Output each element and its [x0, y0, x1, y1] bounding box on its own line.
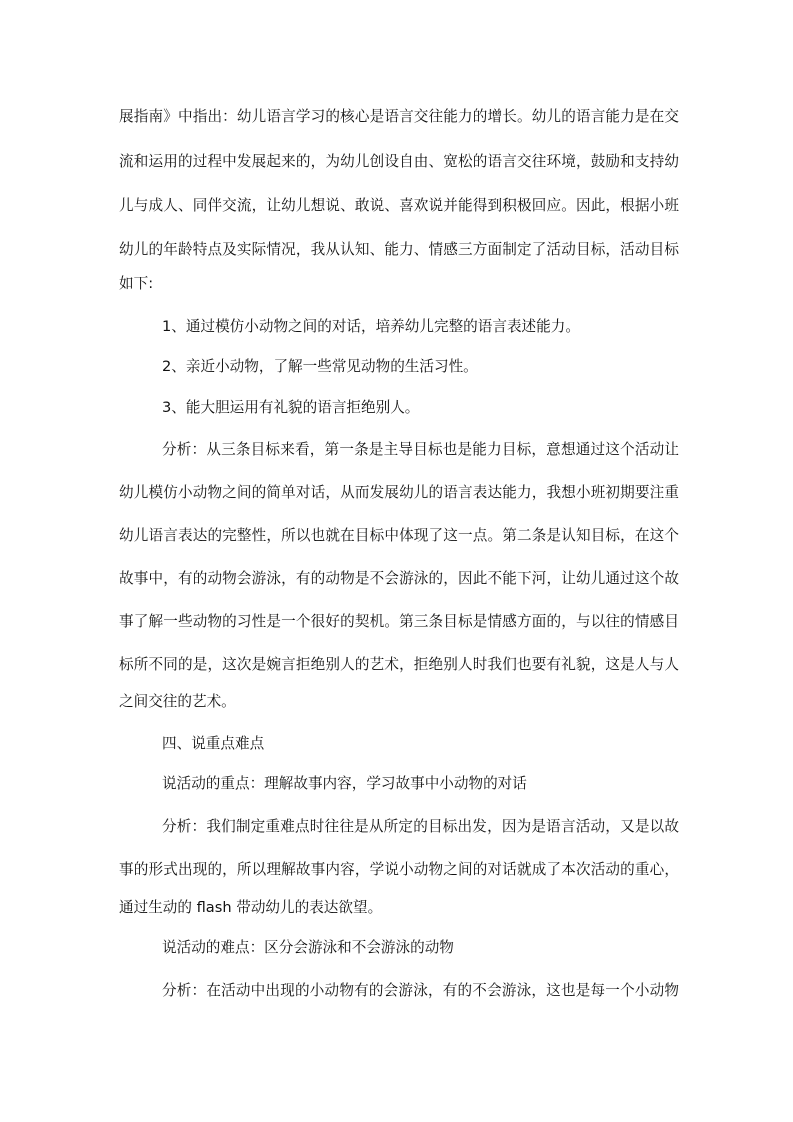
section-heading: 四、说重点难点 [162, 735, 265, 752]
analysis-paragraph-line: 分析：从三条目标来看，第一条是主导目标也是能力目标，意想通过这个活动让 [162, 441, 679, 458]
text-line: 幼儿语言表达的完整性，所以也就在目标中体现了这一点。第二条是认知目标，在这个 [119, 527, 679, 544]
text-line: 之间交往的艺术。 [119, 693, 236, 710]
difficulty-heading: 说活动的难点：区分会游泳和不会游泳的动物 [162, 939, 454, 956]
text-line: 流和运用的过程中发展起来的，为幼儿创设自由、宽松的语言交往环境，鼓励和支持幼 [119, 153, 679, 170]
key-point-heading: 说活动的重点：理解故事内容，学习故事中小动物的对话 [162, 775, 527, 792]
analysis-paragraph-line: 分析：我们制定重难点时往往是从所定的目标出发，因为是语言活动，又是以故 [162, 818, 679, 835]
text-line: 如下: [119, 275, 154, 292]
goal-item-2: 2、亲近小动物，了解一些常见动物的生活习性。 [162, 358, 478, 375]
text-line: 幼儿模仿小动物之间的简单对话，从而发展幼儿的语言表达能力，我想小班初期要注重 [119, 484, 679, 501]
goal-item-1: 1、通过模仿小动物之间的对话，培养幼儿完整的语言表述能力。 [162, 318, 580, 335]
text-line: 事的形式出现的，所以理解故事内容，学说小动物之间的对话就成了本次活动的重心， [119, 861, 679, 878]
text-line: 标所不同的是，这次是婉言拒绝别人的艺术，拒绝别人时我们也要有礼貌，这是人与人 [119, 656, 679, 673]
text-line: 故事中，有的动物会游泳，有的动物是不会游泳的，因此不能下河，让幼儿通过这个故 [119, 570, 679, 587]
text-line: 通过生动的 flash 带动幼儿的表达欲望。 [119, 899, 383, 916]
text-line: 儿与成人、同伴交流，让幼儿想说、敢说、喜欢说并能得到积极回应。因此，根据小班 [119, 197, 679, 214]
analysis-paragraph-line: 分析：在活动中出现的小动物有的会游泳，有的不会游泳，这也是每一个小动物 [162, 982, 679, 999]
text-line: 展指南》中指出：幼儿语言学习的核心是语言交往能力的增长。幼儿的语言能力是在交 [119, 108, 679, 125]
text-line: 事了解一些动物的习性是一个很好的契机。第三条目标是情感方面的，与以往的情感目 [119, 613, 679, 630]
text-line: 幼儿的年龄特点及实际情况，我从认知、能力、情感三方面制定了活动目标，活动目标 [119, 241, 679, 258]
goal-item-3: 3、能大胆运用有礼貌的语言拒绝别人。 [162, 399, 420, 416]
